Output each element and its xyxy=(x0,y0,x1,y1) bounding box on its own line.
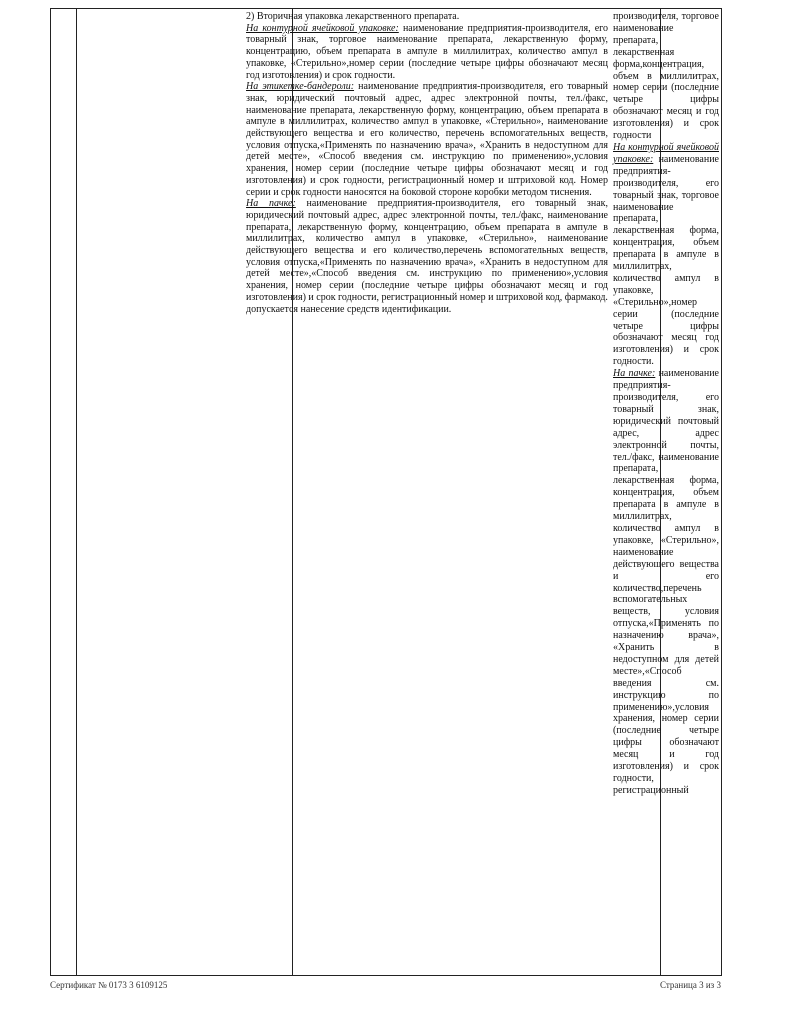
table-column-number xyxy=(51,9,77,975)
pack-label: На пачке: xyxy=(246,198,296,210)
side-contour-label: На контурной ячейковой упаковке: xyxy=(613,141,719,165)
side-text-intro: производителя, торговое наименование препарата, лекарственная форма,концентрация, объем в миллилитрах, номер серии (последние четыре цифры обозначают месяц и год изготовления) и срок годности xyxy=(613,11,719,142)
identification-note: допускается нанесение средств идентификации. xyxy=(246,303,452,315)
side-column-text xyxy=(613,11,719,797)
side-pack-label: На пачке: xyxy=(613,368,656,380)
contour-pack-label: На контурной ячейковой упаковке: xyxy=(246,22,399,34)
pack-text: наименование предприятия-производителя, его товарный знак, юридический почтовый адрес, адрес электронной почты, тел./факс, наименование препарата, лекарственную форму, концентрацию, объем препарата в ампуле в миллилитрах, количество ампул в упаковке, «Стерильно», наименование действующего вещества и его количество,перечень вспомогательных веществ, условия отпуска,«Применять по назначению врача», «Хранить в недоступном для детей месте»,«Способ введения см. инструкцию по применению»,условия хранения, номер серии (последние четыре цифры обозначают месяц и год изготовления) и срок годности, регистрационный номер и штриховой код, фармакод. xyxy=(246,198,608,303)
contour-pack-text: наименование предприятия-производителя, его товарный знак, торговое наименование препарата, лекарственную форму, концентрацию, объем препарата в ампуле в миллилитрах, количество ампул в упаковке, «Стерильно»,номер серии (последние четыре цифры обозначают месяц год изготовления) и срок годности. xyxy=(246,22,609,81)
section-heading: 2) Вторичная упаковка лекарственного препарата. xyxy=(246,11,460,22)
label-paragraph xyxy=(246,81,608,198)
certificate-number: Сертификат № 0173 3 6109125 xyxy=(50,980,168,990)
side-pack-paragraph xyxy=(613,368,719,797)
side-contour-paragraph xyxy=(613,142,719,368)
main-column-text xyxy=(246,11,608,315)
pack-paragraph xyxy=(246,198,608,303)
contour-pack-paragraph xyxy=(246,23,608,82)
side-pack-text: наименование предприятия-производителя, его товарный знак, юридический почтовый адрес, адрес электронной почты, тел./факс, наименование препарата, лекарственная форма, концентрация, объем препарата в ампуле в миллилитрах, количество ампул в упаковке, «Стерильно», наименование действующего вещества и его количество,перечень вспомогательных веществ, условия отпуска,«Применять по назначению врача», «Хранить в недоступном для детей месте»,«Способ введения см. инструкцию по применению»,условия хранения, номер серии (последние четыре цифры обозначают месяц и год изготовления) и срок годности, регистрационный xyxy=(613,368,719,796)
label-text: наименование предприятия-производителя, его товарный знак, юридический почтовый адрес, адрес электронной почты, тел./факс, наименование препарата, лекарственную форму, концентрацию, объем препарата в ампуле в миллилитрах, количество ампул в упаковке, «Стерильно», наименование действующего вещества и его количество, перечень вспомогательных веществ, условия отпуска,«Применять по назначению врача», «Хранить в недоступном для детей месте», «Способ введения см. инструкцию по применению»,условия хранения, номер серии (последние четыре цифры обозначают месяц и год изготовления) и срок годности, регистрационный номер и штриховой код. Номер серии и срок годности наносятся на боковой стороне коробки методом тиснения. xyxy=(246,81,608,198)
label-label: На этикетке-бандероли: xyxy=(246,81,355,93)
page-number: Страница 3 из 3 xyxy=(660,980,721,990)
side-contour-text: наименование предприятия-производителя, его товарный знак, торговое наименование препарата, лекарственная форма, концентрация, объем препарата в ампуле в миллилитрах, количество ампул в упаковке, «Стерильно»,номер серии (последние четыре цифры обозначают месяц год изготовления) и срок годности. xyxy=(613,153,719,368)
